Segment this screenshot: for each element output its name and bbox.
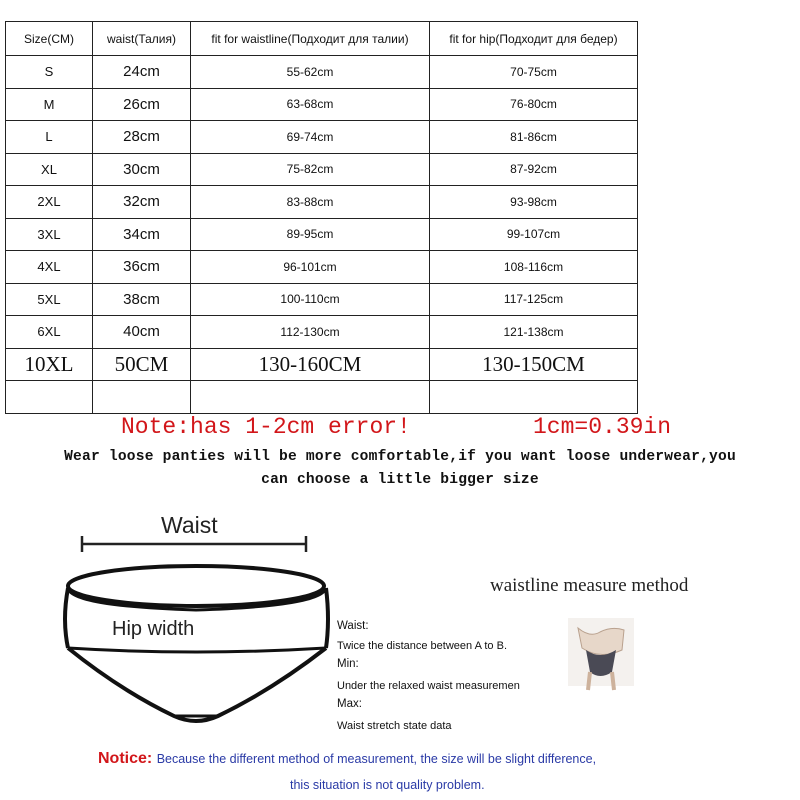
empty-cell	[191, 381, 430, 414]
table-row	[6, 186, 638, 219]
cell-fit-hip: 108-116cm	[430, 251, 638, 284]
table-row	[6, 283, 638, 316]
cell-fit-hip: 130-150CM	[430, 348, 638, 381]
desc-min-label: Min:	[337, 658, 359, 670]
cell-fit-hip: 76-80cm	[430, 88, 638, 121]
cell-fit-waistline: 75-82cm	[191, 153, 430, 186]
advice-text	[8, 446, 792, 492]
cell-waist: 32cm	[93, 186, 191, 219]
cell-fit-hip: 121-138cm	[430, 316, 638, 349]
table-row	[6, 218, 638, 251]
cell-fit-waistline: 89-95cm	[191, 218, 430, 251]
panties-icon	[65, 566, 328, 721]
cell-size: L	[6, 121, 93, 154]
desc-waist-label: Waist:	[337, 620, 369, 632]
waist-label: Waist	[161, 512, 218, 538]
table-row	[6, 316, 638, 349]
cell-size: 3XL	[6, 218, 93, 251]
cell-fit-hip: 87-92cm	[430, 153, 638, 186]
cell-fit-hip: 81-86cm	[430, 121, 638, 154]
header-fit-waistline: fit for waistline(Подходит для талии)	[191, 22, 430, 56]
cell-fit-hip: 99-107cm	[430, 218, 638, 251]
table-row	[6, 56, 638, 89]
cell-fit-hip: 117-125cm	[430, 283, 638, 316]
desc-min-text: Under the relaxed waist measuremen	[337, 680, 520, 692]
table-row	[6, 251, 638, 284]
notice-label: Notice:	[98, 750, 153, 767]
cell-fit-waistline: 55-62cm	[191, 56, 430, 89]
cell-fit-waistline: 96-101cm	[191, 251, 430, 284]
cell-fit-waistline: 130-160CM	[191, 348, 430, 381]
cell-size: XL	[6, 153, 93, 186]
header-size: Size(CM)	[6, 22, 93, 56]
table-row	[6, 121, 638, 154]
cell-waist: 38cm	[93, 283, 191, 316]
cell-fit-waistline: 100-110cm	[191, 283, 430, 316]
desc-max-label: Max:	[337, 698, 362, 710]
cell-waist: 30cm	[93, 153, 191, 186]
cell-size: 4XL	[6, 251, 93, 284]
cell-size: S	[6, 56, 93, 89]
empty-cell	[6, 381, 93, 414]
model-photo	[568, 618, 634, 690]
cell-waist: 50CM	[93, 348, 191, 381]
error-note: Note:has 1-2cm error!	[121, 414, 411, 440]
hip-width-label: Hip width	[112, 618, 195, 640]
table-row	[6, 153, 638, 186]
table-row	[6, 88, 638, 121]
size-chart-table	[5, 21, 638, 414]
empty-cell	[430, 381, 638, 414]
cell-waist: 28cm	[93, 121, 191, 154]
notice-line-1	[98, 750, 596, 768]
advice-line-1: Wear loose panties will be more comfortable,if you want loose underwear,you	[64, 449, 736, 465]
table-header-row	[6, 22, 638, 56]
cell-size: 6XL	[6, 316, 93, 349]
table-row-empty	[6, 381, 638, 414]
cell-fit-waistline: 63-68cm	[191, 88, 430, 121]
measure-method-title: waistline measure method	[490, 575, 689, 596]
cell-size: 10XL	[6, 348, 93, 381]
cell-fit-waistline: 83-88cm	[191, 186, 430, 219]
error-note-line	[0, 414, 800, 444]
cell-waist: 26cm	[93, 88, 191, 121]
cell-size: 5XL	[6, 283, 93, 316]
cell-size: M	[6, 88, 93, 121]
cell-waist: 24cm	[93, 56, 191, 89]
cell-waist: 34cm	[93, 218, 191, 251]
cell-fit-hip: 93-98cm	[430, 186, 638, 219]
cell-fit-waistline: 112-130cm	[191, 316, 430, 349]
notice-text-2: this situation is not quality problem.	[290, 778, 485, 792]
advice-line-2: can choose a little bigger size	[261, 472, 539, 488]
desc-max-text: Waist stretch state data	[337, 720, 452, 732]
cell-fit-waistline: 69-74cm	[191, 121, 430, 154]
cell-waist: 40cm	[93, 316, 191, 349]
desc-waist-text: Twice the distance between A to B.	[337, 640, 507, 652]
notice-text-1: Because the different method of measurement, the size will be slight difference,	[156, 752, 597, 766]
header-fit-hip: fit for hip(Подходит для бедер)	[430, 22, 638, 56]
empty-cell	[93, 381, 191, 414]
cell-size: 2XL	[6, 186, 93, 219]
cell-fit-hip: 70-75cm	[430, 56, 638, 89]
cell-waist: 36cm	[93, 251, 191, 284]
unit-conversion: 1cm=0.39in	[533, 414, 672, 440]
header-waist: waist(Талия)	[93, 22, 191, 56]
table-row	[6, 348, 638, 381]
